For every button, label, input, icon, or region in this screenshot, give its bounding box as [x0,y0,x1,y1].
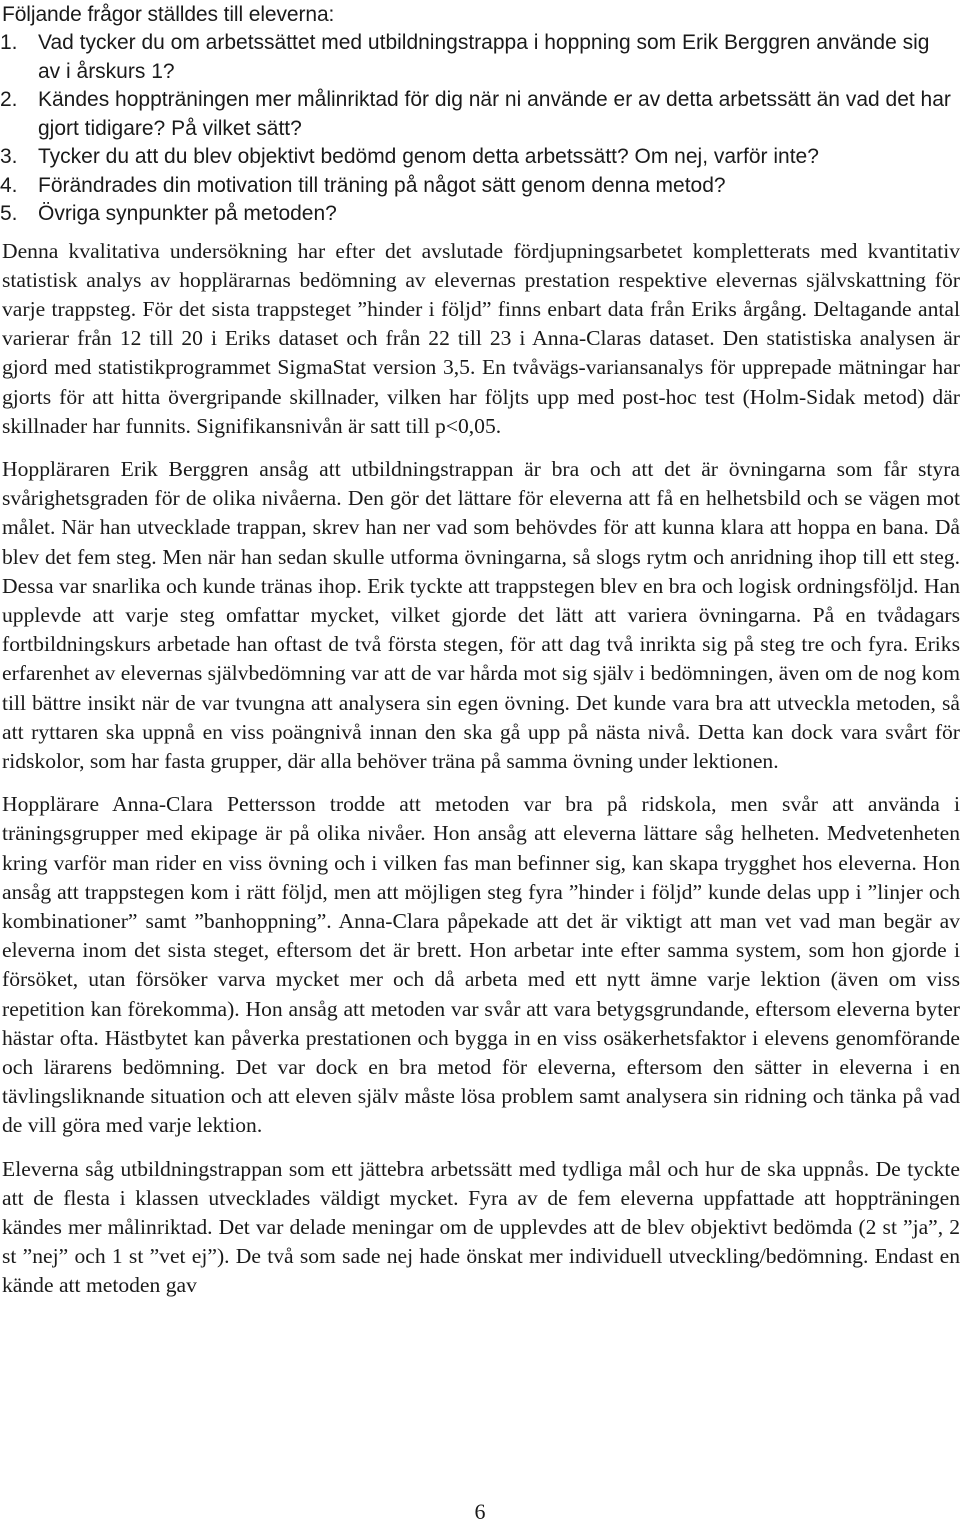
question-number: 4. [0,173,18,197]
question-text: Förändrades din motivation till träning på något sätt genom denna metod? [38,173,726,197]
question-text: Övriga synpunkter på metoden? [38,202,337,225]
question-list [0,29,960,229]
paragraph-erik-berggren: Hoppläraren Erik Berggren ansåg att utbildningstrappan är bra och att det är övningarna som får styra svårighetsgraden för de olika nivåerna. Den gör det lättare för eleverna att få en helhetsbild och se vägen mot målet. När han utvecklade trappan, skrev han ner vad som behövdes för att kunna klara att hoppa en bana. Då blev det fem steg. Men när han sedan skulle utforma övningarna, så slogs rytm och anridning ihop till ett steg. Dessa var snarlika och kunde tränas ihop. Erik tyckte att trappstegen blev en bra och logisk ordningsföljd. Han upplevde att varje steg omfattar mycket, vilket gjorde det lätt att variera övningarna. På en tvådagars fortbildningskurs arbetade han oftast de två första stegen, för att dag två inrikta sig på steg tre och fyra. Eriks erfarenhet av elevernas självbedömning var att de var hårda mot sig själv i bedömningen, även om de nog kom till bättre insikt när de var tvungna att analysera sin egen övning. Det kunde vara bra att utveckla metoden, så att ryttaren ska uppnå en viss poängnivå innan den ska gå upp på nästa nivå. Detta kan dock vara svårt för ridskolor, som har fasta grupper, där alla behöver träna på samma övning under lektionen. [2,456,960,773]
question-item [0,172,960,201]
paragraph-anna-clara: Hopplärare Anna-Clara Pettersson trodde att metoden var bra på ridskola, men svår att använda i träningsgrupper med ekipage är på olika nivåer. Hon ansåg att eleverna lättare såg helheten. Medvetenheten kring varför man rider en viss övning och i vilken fas man befinner sig, kan skapa trygghet hos eleverna. Hon ansåg att trappstegen kom i rätt följd, men att möjligen steg fyra ”hinder i följd” kunde delas upp i ”linjer och kombinationer” samt ”banhoppning”. Anna-Clara påpekade att det är viktigt att man vet vad man begär av eleverna inom det sista steget, eftersom det är brett. Hon arbetar inte efter samma system, som hon gjorde i försöket, utan försöker varva mycket mer och då arbeta med ett nytt ämne varje lektion (även om viss repetition kan förekomma). Hon ansåg att metoden var svår att vara betygsgrundande, eftersom eleverna byter hästar ofta. Hästbytet kan påverka prestationen och bygga in en viss osäkerhetsfaktor i elevens genomförande och lärarens bedömning. Det var dock en bra metod för eleverna, eftersom den sätter in eleverna i en tävlingsliknande situation och att eleven själv måste lösa problem samt analysera sin ridning och tänka på vad de vill göra med varje lektion. [2,792,960,1138]
question-item [0,86,960,143]
questions-intro: Följande frågor ställdes till eleverna: [2,3,335,26]
paragraph-eleverna: Eleverna såg utbildningstrappan som ett jättebra arbetssätt med tydliga mål och hur de ska uppnås. De tyckte att de flesta i klassen utvecklades väldigt mycket. Fyra av de fem eleverna uppfattade att hoppträningen kändes mer målinriktad. Det var delade meningar om de upplevdes att de blev objektivt bedömda (2 st ”ja”, 2 st ”nej” och 1 st ”vet ej”). De två som sade nej hade önskat mer individuell utveckling/bedömning. Endast en kände att metoden gav [2,1156,960,1298]
question-number: 1. [0,31,18,54]
question-item [0,143,960,172]
question-text: Tycker du att du blev objektivt bedömd genom detta arbetssätt? Om nej, varför inte? [38,145,819,168]
question-number: 2. [0,88,18,111]
question-number: 5. [0,202,18,225]
question-text: Vad tycker du om arbetssättet med utbildningstrappa i hoppning som Erik Berggren använde sig av i årskurs 1? [38,31,930,83]
question-text: Kändes hoppträningen mer målinriktad för dig när ni använde er av detta arbetssätt än vad det har gjort tidigare? På vilket sätt? [38,88,951,140]
page-number: 6 [474,1499,486,1524]
question-item [0,200,960,229]
question-number: 3. [0,145,18,168]
question-item [0,29,960,86]
paragraph-statistics: Denna kvalitativa undersökning har efter det avslutade fördjupningsarbetet kompletterats med kvantitativ statistisk analys av hopplärarnas bedömning av elevernas prestation respektive elevernas självskattning för varje trappsteg. För det sista trappsteget ”hinder i följd” finns enbart data från Eriks årgång. Deltagande antal varierar från 12 till 20 i Eriks dataset och från 22 till 23 i Anna-Claras dataset. Den statistiska analysen är gjord med statistikprogrammet SigmaStat version 3,5. En tvåvägs-variansanalys för upprepade mätningar har gjorts för att hitta övergripande skillnader, vilken har följts upp med post-hoc test (Holm-Sidak metod) där skillnader har funnits. Signifikansnivån är satt till p<0,05. [2,238,960,438]
